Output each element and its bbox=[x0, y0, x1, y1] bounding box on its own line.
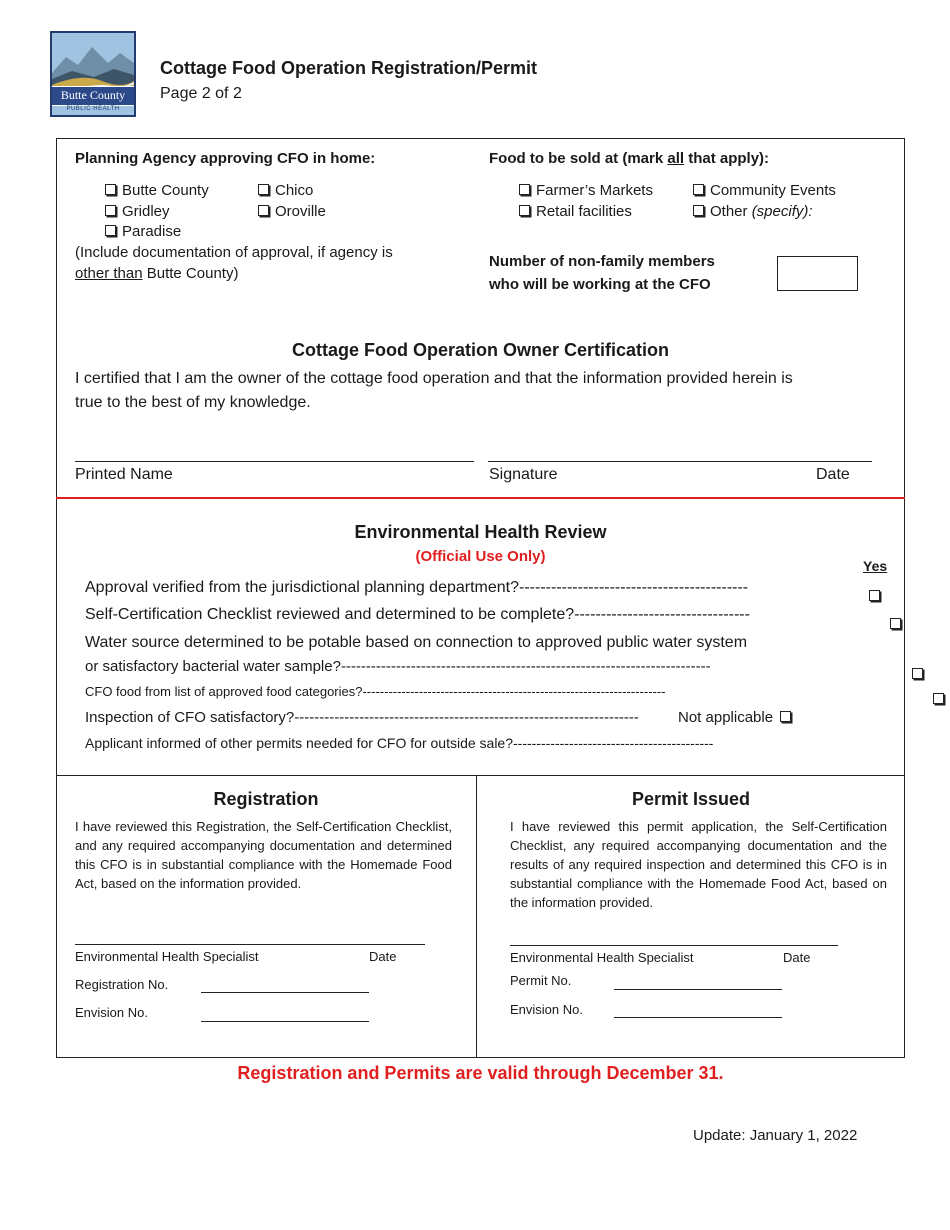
review-item: CFO food from list of approved food categories?---------------------------------------------------------------------- bbox=[85, 684, 666, 699]
food-sold-heading: Food to be sold at (mark all that apply): bbox=[489, 150, 770, 167]
signature-line[interactable] bbox=[488, 461, 872, 462]
logo-subtext: PUBLIC HEALTH bbox=[66, 106, 120, 112]
permit-text: I have reviewed this permit application, the Self-Certification Checklist, any required accompanying documentation and the results of any required inspection and determined this CFO is in substantial compliance with the Homemade Food Act, based on the information provided. bbox=[510, 819, 887, 910]
registration-envision-label: Envision No. bbox=[75, 1005, 148, 1020]
validity-notice: Registration and Permits are valid through December 31. bbox=[237, 1063, 724, 1083]
review-item: or satisfactory bacterial water sample?-------------------------------------------------------------------------- bbox=[85, 658, 711, 675]
certification-text-2: true to the best of my knowledge. bbox=[75, 394, 311, 411]
yes-column-label: Yes bbox=[863, 558, 888, 574]
yes-checkbox[interactable] bbox=[869, 590, 880, 601]
printed-name-label: Printed Name bbox=[75, 466, 173, 483]
registration-title: Registration bbox=[213, 789, 319, 809]
checkbox-icon[interactable] bbox=[519, 205, 530, 216]
permit-envision-label: Envision No. bbox=[510, 1002, 583, 1017]
permit-envision-field[interactable] bbox=[614, 1017, 782, 1018]
checkbox-icon[interactable] bbox=[693, 184, 704, 195]
checkbox-icon[interactable] bbox=[519, 184, 530, 195]
checkbox-icon[interactable] bbox=[105, 184, 116, 195]
permit-number-field[interactable] bbox=[614, 989, 782, 990]
date-label: Date bbox=[816, 466, 850, 483]
review-item: Applicant informed of other permits needed for CFO for outside sale?------------------------------------------- bbox=[85, 735, 714, 751]
review-item: Self-Certification Checklist reviewed and determined to be complete?--------------------------------- bbox=[85, 606, 750, 623]
checkbox-icon[interactable] bbox=[105, 205, 116, 216]
review-item: Approval verified from the jurisdictional planning department?------------------------------------------- bbox=[85, 579, 749, 596]
checkbox-oroville[interactable]: Oroville bbox=[258, 203, 326, 220]
signature-label: Signature bbox=[489, 466, 558, 483]
workers-count-input[interactable] bbox=[777, 256, 858, 291]
registration-specialist-label: Environmental Health Specialist bbox=[75, 949, 259, 964]
checkbox-icon[interactable] bbox=[258, 184, 269, 195]
logo-name: Butte County bbox=[50, 86, 136, 106]
certification-title: Cottage Food Operation Owner Certification bbox=[291, 340, 669, 360]
not-applicable-checkbox[interactable]: Not applicable bbox=[678, 709, 797, 726]
registration-envision-field[interactable] bbox=[201, 1021, 369, 1022]
workers-label: Number of non-family members bbox=[489, 253, 715, 270]
permit-signature-line[interactable] bbox=[510, 945, 838, 946]
checkbox-icon[interactable] bbox=[105, 225, 116, 236]
checkbox-icon[interactable] bbox=[693, 205, 704, 216]
permit-date-label: Date bbox=[783, 950, 811, 965]
checkbox-chico[interactable]: Chico bbox=[258, 182, 313, 199]
checkbox-other[interactable]: Other (specify): bbox=[693, 203, 813, 220]
planning-note-2: other than Butte County) bbox=[75, 265, 239, 282]
checkbox-paradise[interactable]: Paradise bbox=[105, 223, 181, 240]
permit-specialist-label: Environmental Health Specialist bbox=[510, 950, 694, 965]
checkbox-community-events[interactable]: Community Events bbox=[693, 182, 836, 199]
printed-name-line[interactable] bbox=[75, 461, 474, 462]
review-item: Water source determined to be potable based on connection to approved public water system bbox=[85, 634, 748, 651]
update-date: Update: January 1, 2022 bbox=[693, 1127, 858, 1144]
review-item: Inspection of CFO satisfactory?--------------------------------------------------------------------- bbox=[85, 709, 639, 726]
checkbox-retail-facilities[interactable]: Retail facilities bbox=[519, 203, 632, 220]
checkbox-gridley[interactable]: Gridley bbox=[105, 203, 170, 220]
yes-checkbox[interactable] bbox=[933, 693, 944, 704]
form-title: Cottage Food Operation Registration/Permit bbox=[160, 58, 538, 78]
page-number: Page 2 of 2 bbox=[160, 85, 242, 102]
workers-label-2: who will be working at the CFO bbox=[489, 276, 711, 293]
registration-signature-line[interactable] bbox=[75, 944, 425, 945]
permit-number-label: Permit No. bbox=[510, 973, 572, 988]
yes-checkbox[interactable] bbox=[912, 668, 923, 679]
yes-checkbox[interactable] bbox=[890, 618, 901, 629]
registration-number-label: Registration No. bbox=[75, 977, 169, 992]
checkbox-icon[interactable] bbox=[780, 711, 791, 722]
planning-agency-heading: Planning Agency approving CFO in home: bbox=[75, 150, 376, 167]
column-divider bbox=[476, 775, 477, 1058]
checkbox-icon[interactable] bbox=[258, 205, 269, 216]
registration-date-label: Date bbox=[369, 949, 397, 964]
butte-county-logo bbox=[50, 31, 136, 117]
registration-text: I have reviewed this Registration, the Self-Certification Checklist, and any required accompanying documentation and determined this CFO is in substantial compliance with the Homemade Food Act, based on the information provided. bbox=[75, 819, 452, 891]
certification-text: I certified that I am the owner of the cottage food operation and that the information provided herein is bbox=[75, 370, 793, 387]
review-title: Environmental Health Review bbox=[354, 522, 607, 542]
checkbox-farmers-markets[interactable]: Farmer’s Markets bbox=[519, 182, 653, 199]
checkbox-butte-county[interactable]: Butte County bbox=[105, 182, 209, 199]
permit-title: Permit Issued bbox=[631, 789, 751, 809]
review-subtitle: (Official Use Only) bbox=[415, 548, 546, 565]
planning-note: (Include documentation of approval, if agency is bbox=[75, 244, 393, 261]
registration-number-field[interactable] bbox=[201, 992, 369, 993]
